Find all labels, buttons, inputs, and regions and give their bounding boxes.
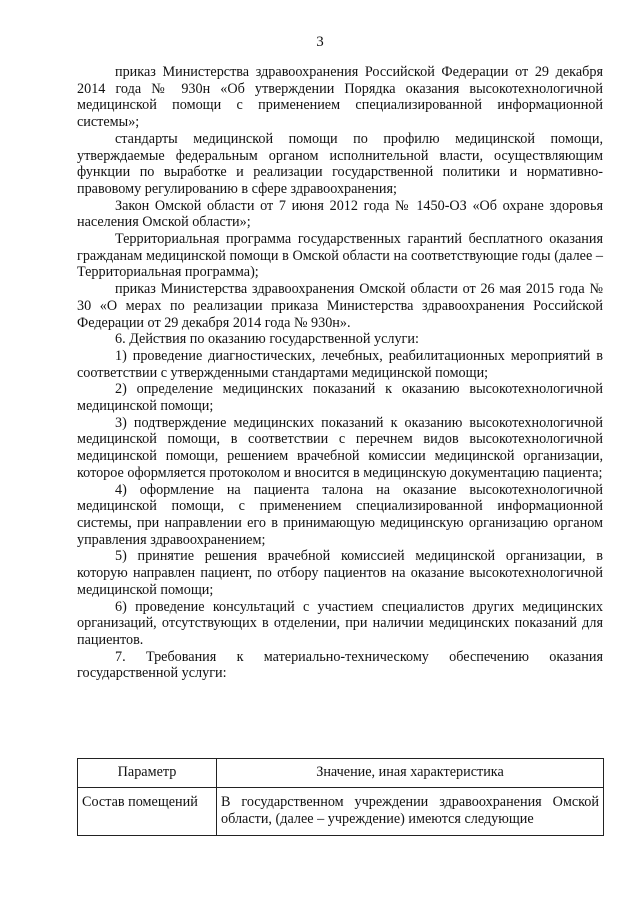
table-header-row — [78, 759, 604, 788]
paragraph: стандарты медицинской помощи по профилю медицинской помощи, утверждаемые федеральным органом исполнительной власти, осуществляющим функции по выработке и реализации государственной политики и нормативно-правовому регулированию в сфере здравоохранения; — [77, 130, 603, 197]
paragraph: приказ Министерства здравоохранения Омской области от 26 мая 2015 года № 30 «О мерах по реализации приказа Министерства здравоохранения Российской Федерации от 29 декабря 2014 года № 930н». — [77, 281, 603, 331]
list-item: 1) проведение диагностических, лечебных, реабилитационных мероприятий в соответствии с утвержденными стандартами медицинской помощи; — [77, 347, 603, 381]
page-number: 3 — [316, 34, 324, 50]
list-item: 4) оформление на пациента талона на оказание высокотехнологичной медицинской помощи, с применением специализированной информационной системы, при направлении его в принимающую медицинскую организацию органом управления здравоохранением; — [77, 481, 603, 548]
table-cell: В государственном учреждении здравоохранения Омской области, (далее – учреждение) имеются следующие — [217, 788, 604, 836]
paragraph: Закон Омской области от 7 июня 2012 года № 1450-ОЗ «Об охране здоровья населения Омской области»; — [77, 197, 603, 231]
list-item: 5) принятие решения врачебной комиссией медицинской организации, в которую направлен пациент, по отбору пациентов на оказание высокотехнологичной медицинской помощи; — [77, 548, 603, 598]
paragraph: приказ Министерства здравоохранения Российской Федерации от 29 декабря 2014 года № 930н «Об утверждении Порядка оказания высокотехнологичной медицинской помощи с применением специализированной информационной системы»; — [77, 64, 603, 131]
document-body — [77, 64, 603, 682]
section-heading: 6. Действия по оказанию государственной услуги: — [115, 331, 419, 348]
list-item: 2) определение медицинских показаний к оказанию высокотехнологичной медицинской помощи; — [77, 381, 603, 415]
column-header: Значение, иная характеристика — [217, 759, 604, 788]
column-header: Параметр — [78, 759, 217, 788]
paragraph: Территориальная программа государственных гарантий бесплатного оказания гражданам медицинской помощи в Омской области на соответствующие годы (далее – Территориальная программа); — [77, 231, 603, 281]
list-item: 6) проведение консультаций с участием специалистов других медицинских организаций, отсутствующих в отделении, при наличии медицинских показаний для пациентов. — [77, 598, 603, 648]
table-row — [78, 788, 604, 836]
table-cell: Состав помещений — [78, 788, 217, 836]
list-item: 3) подтверждение медицинских показаний к оказанию высокотехнологичной медицинской помощи, в соответствии с перечнем видов высокотехнологичной медицинской помощи, решением врачебной комиссии медицинской организации, которое оформляется протоколом и вносится в медицинскую документацию пациента; — [77, 414, 603, 481]
section-heading: 7. Требования к материально-техническому обеспечению оказания государственной услуги: — [77, 648, 603, 682]
requirements-table — [77, 758, 604, 836]
